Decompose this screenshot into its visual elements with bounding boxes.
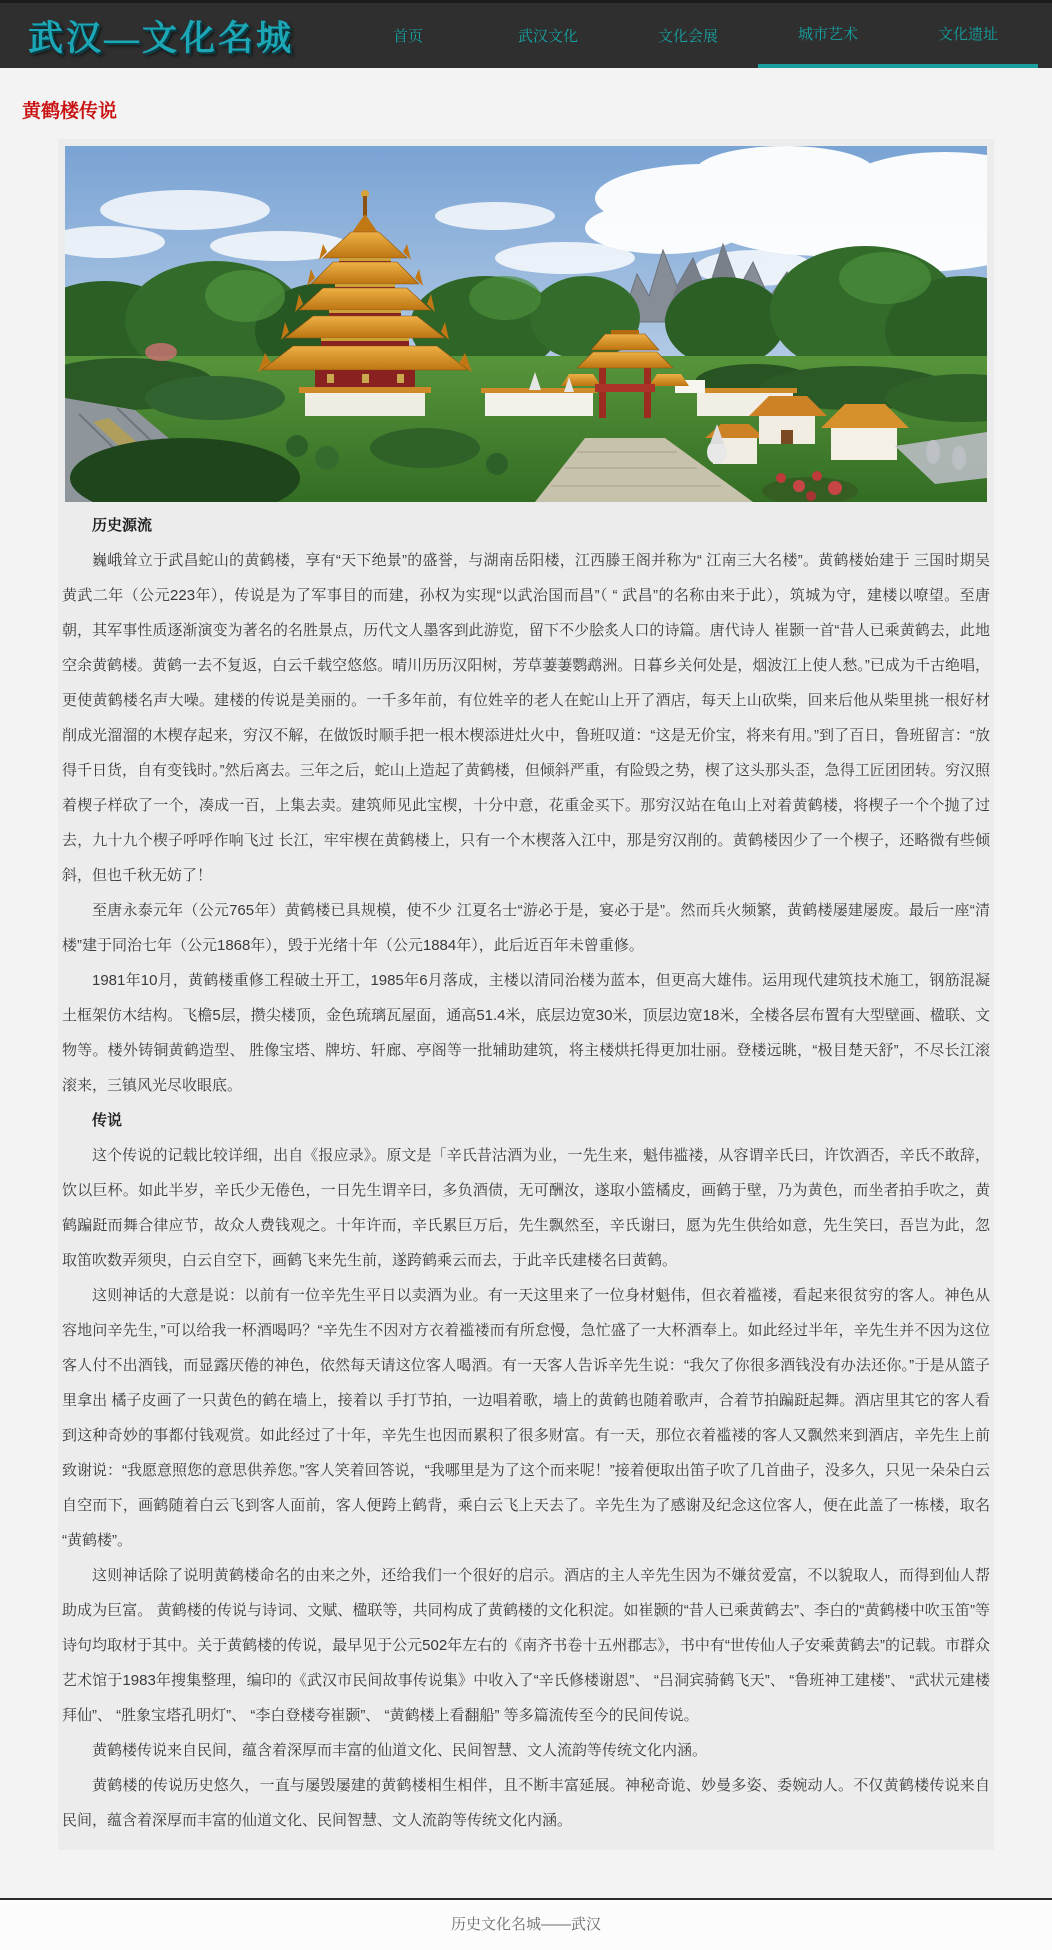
article-paragraph: 至唐永泰元年（公元765年）黄鹤楼已具规模，使不少 江夏名士“游必于是，宴必于是”。然而兵火频繁，黄鹤楼屡建屡废。最后一座“清楼”建于同治七年（公元1868年），毁于光绪十年（公元1884年），此后近百年未曾重修。: [62, 902, 990, 954]
nav-item-5[interactable]: 文化遗址: [898, 3, 1038, 68]
footer-text: 历史文化名城——武汉: [450, 1916, 601, 1933]
site-footer: [0, 1898, 1052, 1950]
nav-item-1[interactable]: 首页: [393, 28, 424, 45]
article-paragraph: 黄鹤楼传说来自民间，蕴含着深厚而丰富的仙道文化、民间智慧、文人流韵等传统文化内涵。: [92, 1742, 708, 1759]
site-logo[interactable]: 武汉—文化名城: [28, 18, 295, 58]
content-card: [58, 139, 994, 1850]
nav-item-2[interactable]: 武汉文化: [518, 28, 579, 45]
nav-item-3[interactable]: 文化会展: [658, 28, 719, 45]
article-paragraph: 巍峨耸立于武昌蛇山的黄鹤楼，享有“天下绝景”的盛誉，与湖南岳阳楼，江西滕王阁并称为“ 江南三大名楼”。黄鹤楼始建于 三国时期吴黄武二年（公元223年），传说是为了军事目的而建，孙权为实现“以武治国而昌”（ “ 武昌”的名称由来于此），筑城为守，建楼以嘹望。至唐朝，其军事性质逐渐演变为著名的名胜景点，历代文人墨客到此游览，留下不少脍炙人口的诗篇。唐代诗人 崔颢一首“昔人已乘黄鹤去，此地空余黄鹤楼。黄鹤一去不复返，白云千载空悠悠。晴川历历汉阳树，芳草萋萋鹦鹉洲。日暮乡关何处是，烟波江上使人愁。”已成为千古绝唱，更使黄鹤楼名声大噪。建楼的传说是美丽的。一千多年前，有位姓辛的老人在蛇山上开了酒店，每天上山砍柴，回来后他从柴里挑一根好材削成光溜溜的木楔存起来，穷汉不解，在做饭时顺手把一根木楔添进灶火中，鲁班叹道：“这是无价宝，将来有用。”到了百日，鲁班留言：“放得千日货，自有变钱时。”然后离去。三年之后，蛇山上造起了黄鹤楼，但倾斜严重，有险毁之势，楔了这头那头歪，急得工匠团团转。穷汉照着楔子样砍了一个，凑成一百，上集去卖。建筑师见此宝楔，十分中意，花重金买下。那穷汉站在龟山上对着黄鹤楼，将楔子一个个抛了过去，九十九个楔子呼呼作响飞过 长江，牢牢楔在黄鹤楼上，只有一个木楔落入江中，那是穷汉削的。黄鹤楼因少了一个楔子，还略微有些倾斜，但也千秋无妨了！: [62, 552, 990, 884]
section-heading: 历史源流: [92, 517, 153, 534]
section-heading: 传说: [92, 1112, 123, 1129]
site-header: [0, 0, 1052, 68]
article-paragraph: 黄鹤楼的传说历史悠久，一直与屡毁屡建的黄鹤楼相生相伴，且不断丰富延展。神秘奇诡、妙曼多姿、委婉动人。不仅黄鹤楼传说来自民间，蕴含着深厚而丰富的仙道文化、民间智慧、文人流韵等传统文化内涵。: [62, 1777, 990, 1829]
main-nav: [338, 3, 1038, 68]
page-title: 黄鹤楼传说: [22, 101, 118, 122]
article-paragraph: 1981年10月，黄鹤楼重修工程破土开工，1985年6月落成，主楼以清同治楼为蓝本，但更高大雄伟。运用现代建筑技术施工，钢筋混凝土框架仿木结构。飞檐5层，攒尖楼顶，金色琉璃瓦屋面，通高51.4米，底层边宽30米，顶层边宽18米，全楼各层布置有大型壁画、楹联、文物等。楼外铸铜黄鹤造型、 胜像宝塔、牌坊、轩廊、亭阁等一批辅助建筑，将主楼烘托得更加壮丽。登楼远眺，“极目楚天舒”，不尽长江滚滚来，三镇风光尽收眼底。: [62, 972, 990, 1094]
article-paragraph: 这则神话的大意是说：以前有一位辛先生平日以卖酒为业。有一天这里来了一位身材魁伟，但衣着褴褛，看起来很贫穷的客人。神色从容地问辛先生，”可以给我一杯酒喝吗？“辛先生不因对方衣着褴褛而有所怠慢，急忙盛了一大杯酒奉上。如此经过半年，辛先生并不因为这位客人付不出酒钱，而显露厌倦的神色，依然每天请这位客人喝酒。有一天客人告诉辛先生说：“我欠了你很多酒钱没有办法还你。”于是从篮子里拿出 橘子皮画了一只黄色的鹤在墙上，接着以 手打节拍，一边唱着歌，墙上的黄鹤也随着歌声，合着节拍蹁跹起舞。酒店里其它的客人看到这种奇妙的事都付钱观赏。如此经过了十年，辛先生也因而累积了很多财富。有一天，那位衣着褴褛的客人又飘然来到酒店，辛先生上前致谢说：“我愿意照您的意思供养您。”客人笑着回答说，“我哪里是为了这个而来呢！”接着便取出笛子吹了几首曲子，没多久，只见一朵朵白云自空而下，画鹤随着白云飞到客人面前，客人便跨上鹤背，乘白云飞上天去了。辛先生为了感谢及纪念这位客人，便在此盖了一栋楼，取名“黄鹤楼”。: [62, 1287, 990, 1549]
hero-photo-yellow-crane-tower: [65, 146, 987, 502]
article-paragraph: 这则神话除了说明黄鹤楼命名的由来之外，还给我们一个很好的启示。酒店的主人辛先生因为不嫌贫爱富，不以貌取人，而得到仙人帮助成为巨富。 黄鹤楼的传说与诗词、文赋、楹联等，共同构成了黄鹤楼的文化积淀。如崔颢的“昔人已乘黄鹤去”、李白的“黄鹤楼中吹玉笛”等诗句均取材于其中。关于黄鹤楼的传说，最早见于公元502年左右的《南齐书卷十五州郡志》，书中有“世传仙人子安乘黄鹤去”的记载。市群众艺术馆于1983年搜集整理，编印的《武汉市民间故事传说集》中收入了“辛氏修楼谢恩”、 “吕洞宾骑鹤飞天”、 “鲁班神工建楼”、 “武状元建楼拜仙”、 “胜象宝塔孔明灯”、 “李白登楼夸崔颢”、 “黄鹤楼上看翻船” 等多篇流传至今的民间传说。: [62, 1567, 990, 1724]
article-body: [58, 502, 994, 1838]
nav-item-4[interactable]: 城市艺术: [758, 3, 898, 68]
article-paragraph: 这个传说的记载比较详细，出自《报应录》。原文是「辛氏昔沽酒为业，一先生来，魁伟褴褛，从容谓辛氏曰，许饮酒否，辛氏不敢辞，饮以巨杯。如此半岁，辛氏少无倦色，一日先生谓辛曰，多负酒债，无可酬汝，遂取小篮橘皮，画鹤于壁，乃为黄色，而坐者拍手吹之，黄鹤蹁跹而舞合律应节，故众人费钱观之。十年许而，辛氏累巨万后，先生飘然至，辛氏谢曰，愿为先生供给如意，先生笑曰，吾岂为此，忽取笛吹数弄须臾，白云自空下，画鹤飞来先生前，遂跨鹤乘云而去，于此辛氏建楼名曰黄鹤。: [62, 1147, 990, 1269]
